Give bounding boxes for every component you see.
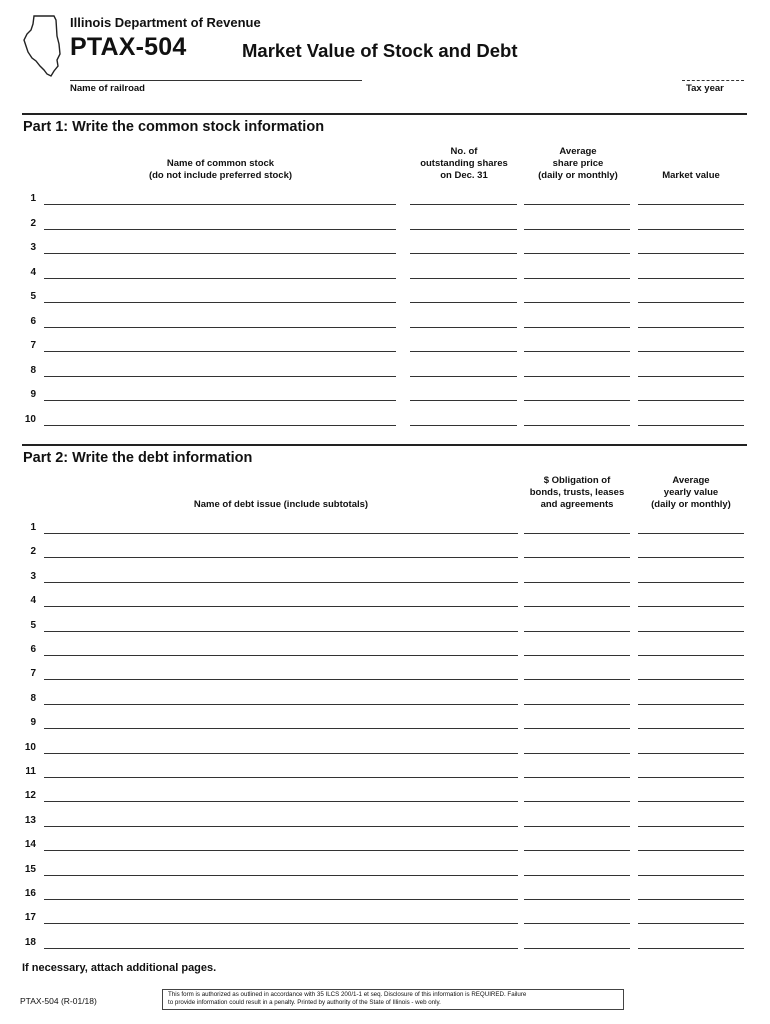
- part1-price-field[interactable]: [524, 351, 630, 352]
- part1-market-value-field[interactable]: [638, 376, 744, 377]
- part1-stock-name-field[interactable]: [44, 400, 396, 401]
- part1-market-value-field[interactable]: [638, 327, 744, 328]
- part2-yearly-value-field[interactable]: [638, 753, 744, 754]
- part2-row-number: 16: [24, 888, 36, 899]
- part1-shares-field[interactable]: [410, 327, 517, 328]
- part2-debt-name-field[interactable]: [44, 777, 518, 778]
- part1-stock-name-field[interactable]: [44, 253, 396, 254]
- part1-price-field[interactable]: [524, 278, 630, 279]
- part2-row-number: 3: [30, 570, 36, 582]
- part1-row-number: 9: [30, 389, 36, 400]
- part2-debt-name-field[interactable]: [44, 704, 518, 705]
- form-revision: PTAX-504 (R-01/18): [20, 996, 97, 1006]
- part2-row-number: 14: [24, 839, 36, 851]
- part1-market-value-field[interactable]: [638, 204, 744, 205]
- illinois-state-outline-icon: [18, 14, 68, 78]
- part2-debt-name-field[interactable]: [44, 899, 518, 900]
- part2-obligation-field[interactable]: [524, 728, 630, 729]
- part2-row-number: 7: [30, 668, 36, 680]
- part2-row-number: 12: [24, 790, 36, 802]
- part2-row-number: 10: [24, 741, 36, 753]
- part1-row-number: 5: [30, 291, 36, 302]
- part2-row-number: 2: [30, 546, 36, 558]
- part2-yearly-value-field[interactable]: [638, 801, 744, 802]
- part2-col-obligation-header: $ Obligation of bonds, trusts, leases and agreements: [529, 475, 625, 510]
- part1-stock-name-field[interactable]: [44, 376, 396, 377]
- part1-row-number: 10: [24, 413, 36, 425]
- part2-obligation-field[interactable]: [524, 923, 630, 924]
- railroad-name-label: Name of railroad: [70, 83, 145, 94]
- part1-row-number: 6: [30, 315, 36, 327]
- part2-debt-name-field[interactable]: [44, 850, 518, 851]
- part1-price-field[interactable]: [524, 253, 630, 254]
- part2-yearly-value-field[interactable]: [638, 704, 744, 705]
- part1-market-value-field[interactable]: [638, 302, 744, 303]
- part2-row-number: 18: [24, 936, 36, 948]
- part2-obligation-field[interactable]: [524, 948, 630, 949]
- railroad-name-field[interactable]: [70, 80, 362, 81]
- form-id: PTAX-504: [70, 33, 187, 61]
- authority-line-1: This form is authorized as outlined in accordance with 35 ILCS 200/1-1 et seq. Disclosure of this information is REQUIRED. Failure: [168, 991, 527, 998]
- part2-yearly-value-field[interactable]: [638, 679, 744, 680]
- part2-debt-name-field[interactable]: [44, 582, 518, 583]
- part1-row-number: 3: [30, 242, 36, 253]
- part2-row-number: 1: [30, 522, 36, 533]
- part1-price-field[interactable]: [524, 204, 630, 205]
- part2-yearly-value-field[interactable]: [638, 582, 744, 583]
- part2-debt-name-field[interactable]: [44, 728, 518, 729]
- part2-yearly-value-field[interactable]: [638, 533, 744, 534]
- part2-yearly-value-field[interactable]: [638, 655, 744, 656]
- part2-debt-name-field[interactable]: [44, 557, 518, 558]
- part2-obligation-field[interactable]: [524, 533, 630, 534]
- part2-row-number: 4: [30, 595, 36, 607]
- part2-row-number: 6: [30, 644, 36, 655]
- part1-price-field[interactable]: [524, 425, 630, 426]
- part1-price-field[interactable]: [524, 229, 630, 230]
- part2-yearly-value-field[interactable]: [638, 557, 744, 558]
- part1-market-value-field[interactable]: [638, 400, 744, 401]
- part2-obligation-field[interactable]: [524, 826, 630, 827]
- part2-obligation-field[interactable]: [524, 704, 630, 705]
- part2-yearly-value-field[interactable]: [638, 899, 744, 900]
- part2-yearly-value-field[interactable]: [638, 923, 744, 924]
- part2-col-debt-name-header: Name of debt issue (include subtotals): [193, 499, 369, 510]
- attach-pages-note: If necessary, attach additional pages.: [22, 962, 217, 974]
- part1-shares-field[interactable]: [410, 204, 517, 205]
- part1-col-stock-name-header: Name of common stock (do not include preferred stock): [148, 158, 293, 181]
- part2-yearly-value-field[interactable]: [638, 606, 744, 607]
- part1-row-number: 4: [30, 266, 36, 278]
- part1-shares-field[interactable]: [410, 229, 517, 230]
- part2-obligation-field[interactable]: [524, 606, 630, 607]
- part1-row-number: 7: [30, 340, 36, 351]
- part2-yearly-value-field[interactable]: [638, 728, 744, 729]
- part2-row-number: 9: [30, 717, 36, 729]
- part2-obligation-field[interactable]: [524, 753, 630, 754]
- part2-obligation-field[interactable]: [524, 631, 630, 632]
- part2-yearly-value-field[interactable]: [638, 826, 744, 827]
- part1-shares-field[interactable]: [410, 376, 517, 377]
- part1-market-value-field[interactable]: [638, 351, 744, 352]
- part2-debt-name-field[interactable]: [44, 606, 518, 607]
- part1-price-field[interactable]: [524, 400, 630, 401]
- part1-stock-name-field[interactable]: [44, 278, 396, 279]
- part2-debt-name-field[interactable]: [44, 655, 518, 656]
- part1-price-field[interactable]: [524, 376, 630, 377]
- part2-obligation-field[interactable]: [524, 557, 630, 558]
- tax-year-label: Tax year: [686, 83, 724, 94]
- part1-shares-field[interactable]: [410, 302, 517, 303]
- part2-obligation-field[interactable]: [524, 801, 630, 802]
- authority-line-2: to provide information could result in a penalty. Printed by authority of the State of Illinois - web only.: [168, 998, 441, 1006]
- part2-row-number: 11: [25, 766, 36, 777]
- part1-market-value-field[interactable]: [638, 229, 744, 230]
- part2-yearly-value-field[interactable]: [638, 850, 744, 851]
- part2-debt-name-field[interactable]: [44, 533, 518, 534]
- form-title: Market Value of Stock and Debt: [242, 40, 518, 61]
- part2-col-yearly-value-header: Average yearly value (daily or monthly): [651, 475, 731, 510]
- part2-yearly-value-field[interactable]: [638, 631, 744, 632]
- part1-col-shares-header: No. of outstanding shares on Dec. 31: [420, 146, 508, 181]
- part2-row-number: 8: [30, 692, 36, 704]
- part2-yearly-value-field[interactable]: [638, 875, 744, 876]
- part1-stock-name-field[interactable]: [44, 351, 396, 352]
- part1-shares-field[interactable]: [410, 253, 517, 254]
- part1-stock-name-field[interactable]: [44, 302, 396, 303]
- part2-debt-name-field[interactable]: [44, 948, 518, 949]
- part2-obligation-field[interactable]: [524, 655, 630, 656]
- part1-stock-name-field[interactable]: [44, 229, 396, 230]
- tax-year-field[interactable]: [682, 80, 744, 81]
- part1-price-field[interactable]: [524, 302, 630, 303]
- part1-shares-field[interactable]: [410, 425, 517, 426]
- part2-divider: [22, 444, 747, 446]
- part2-obligation-field[interactable]: [524, 582, 630, 583]
- part1-row-number: 1: [30, 193, 36, 204]
- authority-statement-box: [162, 989, 624, 1010]
- part1-col-price-header: Average share price (daily or monthly): [538, 146, 618, 181]
- part1-market-value-field[interactable]: [638, 425, 744, 426]
- part2-debt-name-field[interactable]: [44, 801, 518, 802]
- part2-obligation-field[interactable]: [524, 875, 630, 876]
- part2-debt-name-field[interactable]: [44, 826, 518, 827]
- part2-row-number: 15: [24, 863, 36, 875]
- part1-shares-field[interactable]: [410, 400, 517, 401]
- part2-title: Part 2: Write the debt information: [23, 450, 253, 466]
- part1-shares-field[interactable]: [410, 351, 517, 352]
- part2-debt-name-field[interactable]: [44, 631, 518, 632]
- part2-obligation-field[interactable]: [524, 679, 630, 680]
- part1-market-value-field[interactable]: [638, 278, 744, 279]
- part2-row-number: 5: [30, 619, 36, 631]
- part1-row-number: 2: [30, 217, 36, 229]
- part2-yearly-value-field[interactable]: [638, 948, 744, 949]
- part2-obligation-field[interactable]: [524, 850, 630, 851]
- part1-shares-field[interactable]: [410, 278, 517, 279]
- part2-row-number: 17: [24, 912, 36, 924]
- part2-row-number: 13: [24, 814, 36, 826]
- part1-row-number: 8: [30, 364, 36, 376]
- part2-debt-name-field[interactable]: [44, 875, 518, 876]
- part2-debt-name-field[interactable]: [44, 753, 518, 754]
- part2-debt-name-field[interactable]: [44, 923, 518, 924]
- part2-obligation-field[interactable]: [524, 899, 630, 900]
- part1-divider: [22, 113, 747, 115]
- part1-stock-name-field[interactable]: [44, 425, 396, 426]
- part2-obligation-field[interactable]: [524, 777, 630, 778]
- part1-stock-name-field[interactable]: [44, 327, 396, 328]
- part1-market-value-field[interactable]: [638, 253, 744, 254]
- part1-price-field[interactable]: [524, 327, 630, 328]
- part2-debt-name-field[interactable]: [44, 679, 518, 680]
- part1-col-market-value-header: Market value: [662, 170, 720, 181]
- part1-title: Part 1: Write the common stock information: [23, 119, 325, 135]
- department-name: Illinois Department of Revenue: [70, 15, 261, 30]
- part2-yearly-value-field[interactable]: [638, 777, 744, 778]
- part1-stock-name-field[interactable]: [44, 204, 396, 205]
